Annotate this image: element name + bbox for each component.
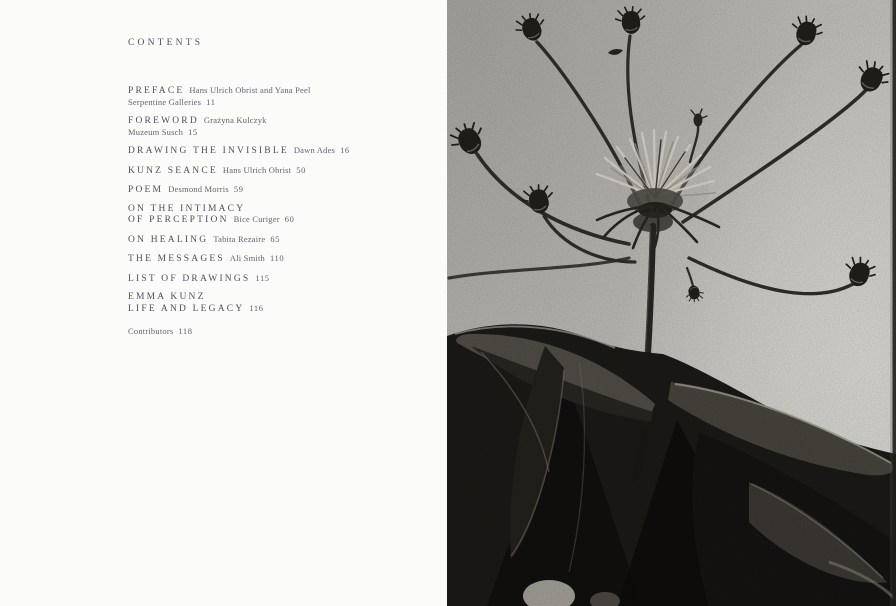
photo-grain: [447, 0, 896, 606]
entry-page-number: 59: [233, 184, 244, 194]
photo-right-edge: [890, 0, 896, 606]
entry-page-number: 116: [249, 302, 264, 313]
entry-byline: Desmond Morris: [168, 184, 229, 194]
toc-entry-drawing-the-invisible: [128, 145, 438, 157]
entry-byline: Serpentine Galleries: [128, 96, 202, 107]
entry-page-number: 15: [188, 126, 198, 137]
entry-heading: OF PERCEPTION: [128, 215, 229, 225]
toc-entry-emma-kunz-life-and-legacy: [128, 292, 438, 314]
toc-entry-kunz-seance: [128, 165, 438, 177]
entry-byline: Dawn Ades: [293, 145, 336, 155]
toc-entry-poem: [128, 184, 438, 196]
entry-page-number: 16: [340, 145, 350, 155]
entry-page-number: 65: [270, 233, 281, 244]
toc-entry-the-messages: [128, 253, 438, 265]
entry-page-number: 115: [255, 272, 270, 283]
book-photo-page: [447, 0, 896, 606]
entry-byline: Muzeum Susch: [128, 126, 184, 137]
entry-byline: Grażyna Kulczyk: [203, 115, 267, 125]
toc-entry-foreword: [128, 115, 438, 137]
entry-page-number: 11: [206, 96, 216, 107]
entry-heading: KUNZ SEANCE: [128, 165, 218, 176]
entry-heading: THE MESSAGES: [128, 254, 225, 264]
entry-byline: Ali Smith: [229, 253, 265, 263]
entry-page-number: 60: [284, 214, 295, 224]
entry-heading: LIST OF DRAWINGS: [128, 273, 251, 284]
toc-entry-contributors: [128, 326, 438, 337]
entry-byline: Tabita Rezaire: [213, 233, 266, 244]
plant-photo: [447, 0, 896, 606]
entry-heading: FOREWORD: [128, 116, 199, 126]
page-title: CONTENTS: [128, 38, 204, 48]
entry-page-number: 110: [269, 253, 285, 263]
entry-heading: PREFACE: [128, 86, 185, 96]
entry-page-number: 118: [178, 326, 193, 336]
entry-heading: ON HEALING: [128, 234, 209, 245]
entry-heading: EMMA KUNZ: [128, 292, 206, 302]
entry-heading: DRAWING THE INVISIBLE: [128, 146, 289, 156]
entry-heading: LIFE AND LEGACY: [128, 303, 245, 314]
entry-heading: POEM: [128, 185, 164, 195]
entry-page-number: 50: [296, 164, 306, 175]
entry-byline: Contributors: [128, 326, 174, 336]
toc-entry-on-the-intimacy-of-perception: [128, 204, 438, 226]
entry-byline: Bice Curiger: [233, 214, 280, 224]
entry-byline: Hans Ulrich Obrist and Yana Peel: [189, 85, 311, 95]
entry-heading: ON THE INTIMACY: [128, 203, 246, 214]
toc-entry-list-of-drawings: [128, 273, 438, 285]
entry-byline: Hans Ulrich Obrist: [222, 164, 292, 175]
toc-entry-on-healing: [128, 234, 438, 246]
toc-entry-preface: [128, 85, 438, 107]
contents-page: [128, 38, 438, 345]
